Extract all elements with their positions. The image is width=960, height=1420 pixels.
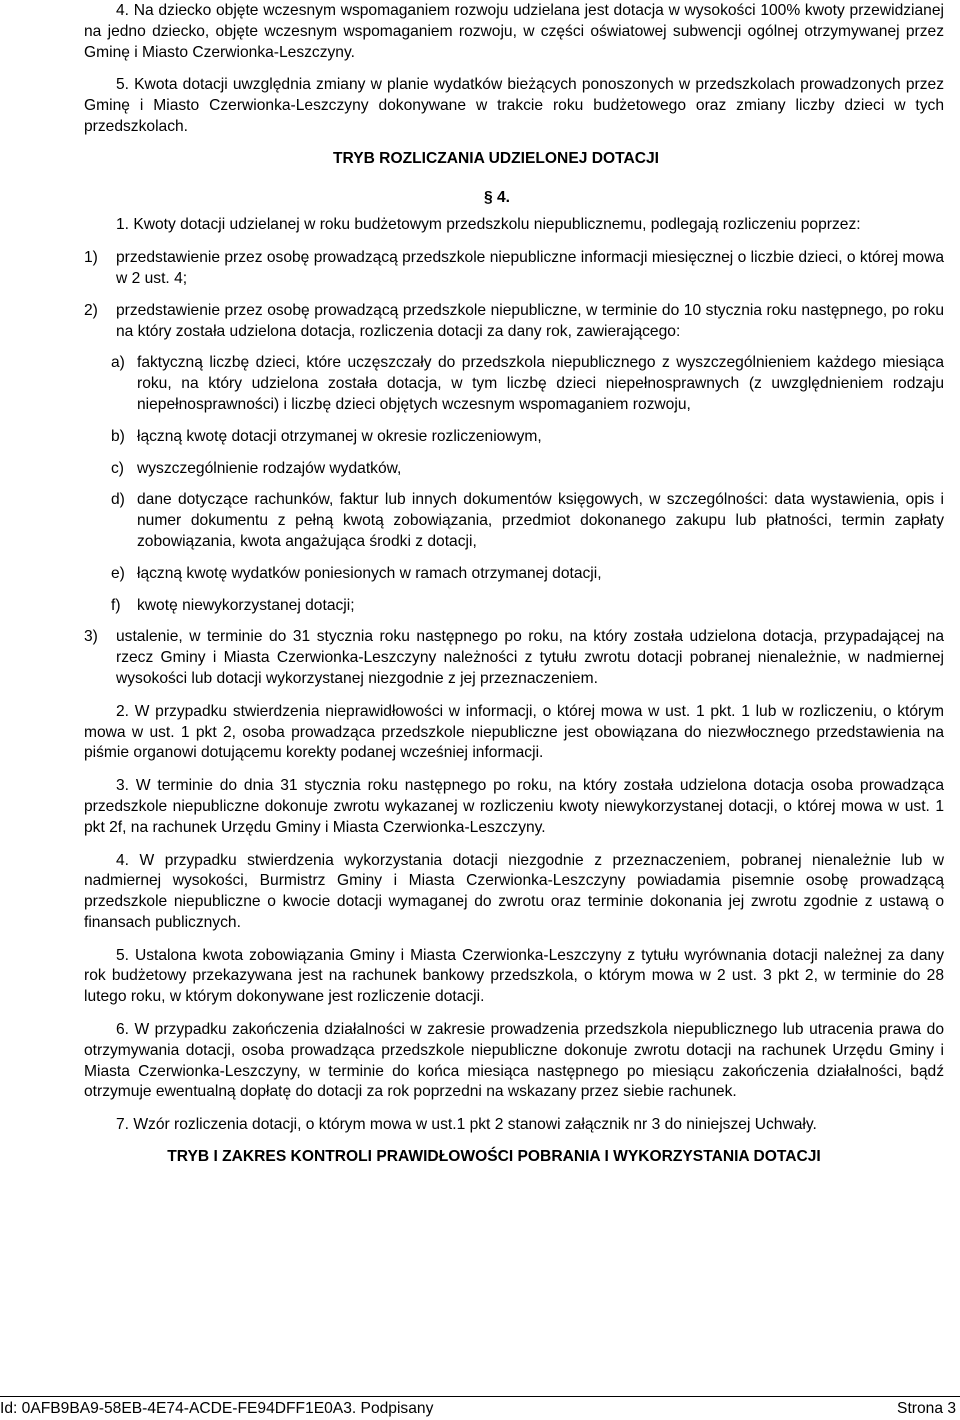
list-item-1: [84, 248, 944, 290]
page-number: Strona 3: [897, 1400, 956, 1417]
section-sign: § 4.: [483, 188, 510, 206]
list-item-3: [84, 627, 944, 689]
sub-item-text: dane dotyczące rachunków, faktur lub innych dokumentów księgowych, w szczególności: data wystawienia, opis i numer dokumentu z pełną kwotą zobowiązania, przedmiot dokonanego zakupu lub płatności, termin zapłaty zobowiązania, kwota angażująca środki z dotacji,: [137, 491, 944, 550]
section-heading-control: TRYB I ZAKRES KONTROLI PRAWIDŁOWOŚCI POBRANIA I WYKORZYSTANIA DOTACJI: [167, 1148, 821, 1166]
paragraph-4b: 4. W przypadku stwierdzenia wykorzystania dotacji niezgodnie z przeznaczeniem, pobranej nienależnie lub w nadmiernej wysokości, Burmistrz Gminy i Miasta Czerwionka-Leszczyny powiadamia pisemnie osobę prowadzącą przedszkole niepubliczne o kwocie dotacji wymaganej do zwrotu oraz terminie dokonania jej zwrotu zgodnie z ustawą o finansach publicznych.: [84, 851, 944, 931]
sub-item-f: [84, 596, 944, 617]
paragraph-3: 3. W terminie do dnia 31 stycznia roku następnego po roku, na który została udzielona dotacja osoba prowadząca przedszkole niepubliczne dokonuje zwrotu wykazanej w rozliczeniu kwoty niewykorzystanej dotacji, o której mowa w ust. 1 pkt 2f, na rachunek Urzędu Gminy i Miasta Czerwionka-Leszczyny.: [84, 777, 944, 836]
document-page: [84, 0, 944, 1168]
sub-item-b: [84, 427, 944, 448]
paragraph-2: 2. W przypadku stwierdzenia nieprawidłowości w informacji, o której mowa w ust. 1 pkt. 1 lub w rozliczeniu, o którym mowa w ust. 1 pkt 2, osoba prowadząca przedszkole niepubliczne jest obowiązana do niezwłocznego przedstawienia na piśmie organowi dotującemu korekty podanej wcześniej informacji.: [84, 702, 944, 762]
sub-item-text: łączną kwotę wydatków poniesionych w ramach otrzymanej dotacji,: [137, 564, 602, 582]
sub-item-letter: a): [111, 354, 125, 372]
sub-item-text: kwotę niewykorzystanej dotacji;: [137, 596, 355, 614]
sub-item-text: faktyczną liczbę dzieci, które uczęszczały do przedszkola niepublicznego z wyszczególnieniem każdego miesiąca roku, na który udzielona została dotacja, w tym liczbę dzieci niepełnosprawnych (z uwzględnieniem rodzaju niepełnosprawności) i liczbę dzieci objętych wczesnym wspomaganiem rozwoju,: [137, 354, 944, 413]
list-item-text: przedstawienie przez osobę prowadzącą przedszkole niepubliczne, w terminie do 10 stycznia roku następnego, po roku na który została udzielona dotacja, rozliczenia dotacji za dany rok, zawierającego:: [116, 301, 944, 340]
paragraph-7: 7. Wzór rozliczenia dotacji, o którym mowa w ust.1 pkt 2 stanowi załącznik nr 3 do niniejszej Uchwały.: [116, 1116, 817, 1134]
sub-item-a: [84, 353, 944, 415]
list-item-text: ustalenie, w terminie do 31 stycznia roku następnego po roku, na który została udzielona dotacja, przypadającej na rzecz Gminy i Miasta Czerwionka-Leszczyny należności z tytułu zwrotu dotacji pobranej nienależnie, w nadmiernej wysokości lub dotacji wykorzystanej niezgodnie z jej przeznaczeniem.: [116, 628, 944, 687]
section-heading-settlement: TRYB ROZLICZANIA UDZIELONEJ DOTACJI: [332, 149, 660, 167]
list-item-text: przedstawienie przez osobę prowadzącą przedszkole niepubliczne informacji miesięcznej o liczbie dzieci, o której mowa w 2 ust. 4;: [116, 249, 944, 287]
sub-item-letter: d): [111, 491, 125, 509]
list-item-number: 1): [84, 249, 98, 267]
page-footer: [0, 1396, 960, 1420]
list-item-number: 3): [84, 628, 98, 646]
list-item-number: 2): [84, 301, 98, 319]
list-item-2: [84, 301, 944, 343]
sub-item-letter: e): [111, 564, 125, 582]
document-id: Id: 0AFB9BA9-58EB-4E74-ACDE-FE94DFF1E0A3. Podpisany: [0, 1400, 434, 1417]
sub-item-d: [84, 490, 944, 552]
paragraph-5b: 5. Ustalona kwota zobowiązania Gminy i Miasta Czerwionka-Leszczyny z tytułu wyrównania dotacji należnej za dany rok budżetowy przekazywana jest na rachunek bankowy przedszkola, o którym mowa w 2 ust. 3 pkt 2, w terminie do 28 lutego roku, w którym dokonywane jest rozliczenie dotacji.: [84, 946, 944, 1006]
sub-item-e: [84, 564, 944, 585]
sub-item-text: wyszczególnienie rodzajów wydatków,: [137, 459, 402, 477]
sub-item-text: łączną kwotę dotacji otrzymanej w okresie rozliczeniowym,: [137, 427, 542, 445]
sub-item-letter: f): [111, 596, 121, 614]
paragraph-1: 1. Kwoty dotacji udzielanej w roku budżetowym przedszkolu niepublicznemu, podlegają rozliczeniu poprzez:: [116, 216, 861, 234]
sub-item-letter: b): [111, 427, 125, 445]
paragraph-6: 6. W przypadku zakończenia działalności w zakresie prowadzenia przedszkola niepublicznego lub utracenia prawa do otrzymywania dotacji, osoba prowadząca przedszkole niepubliczne dokonuje zwrotu dotacji na rachunek Urzędu Gminy i Miasta Czerwionka-Leszczyny, w terminie do końca miesiąca następnego po miesiącu zakończenia działalności, bądź otrzymuje ewentualną dopłatę do dotacji za rok poprzedni na wskazany przez siebie rachunek.: [84, 1021, 944, 1101]
sub-item-c: [84, 459, 944, 480]
sub-item-letter: c): [111, 459, 124, 477]
paragraph-4: 4. Na dziecko objęte wczesnym wspomaganiem rozwoju udzielana jest dotacja w wysokości 100% kwoty przewidzianej na jedno dziecko, objęte wczesnym wspomaganiem rozwoju, w części oświatowej subwencji ogólnej otrzymywanej przez Gminę i Miasto Czerwionka-Leszczyny.: [84, 2, 944, 61]
paragraph-5: 5. Kwota dotacji uwzględnia zmiany w planie wydatków bieżących ponoszonych w przedszkolach prowadzonych przez Gminę i Miasto Czerwionka-Leszczyny dokonywane w trakcie roku budżetowego oraz zmiany liczby dzieci w tych przedszkolach.: [84, 76, 944, 135]
